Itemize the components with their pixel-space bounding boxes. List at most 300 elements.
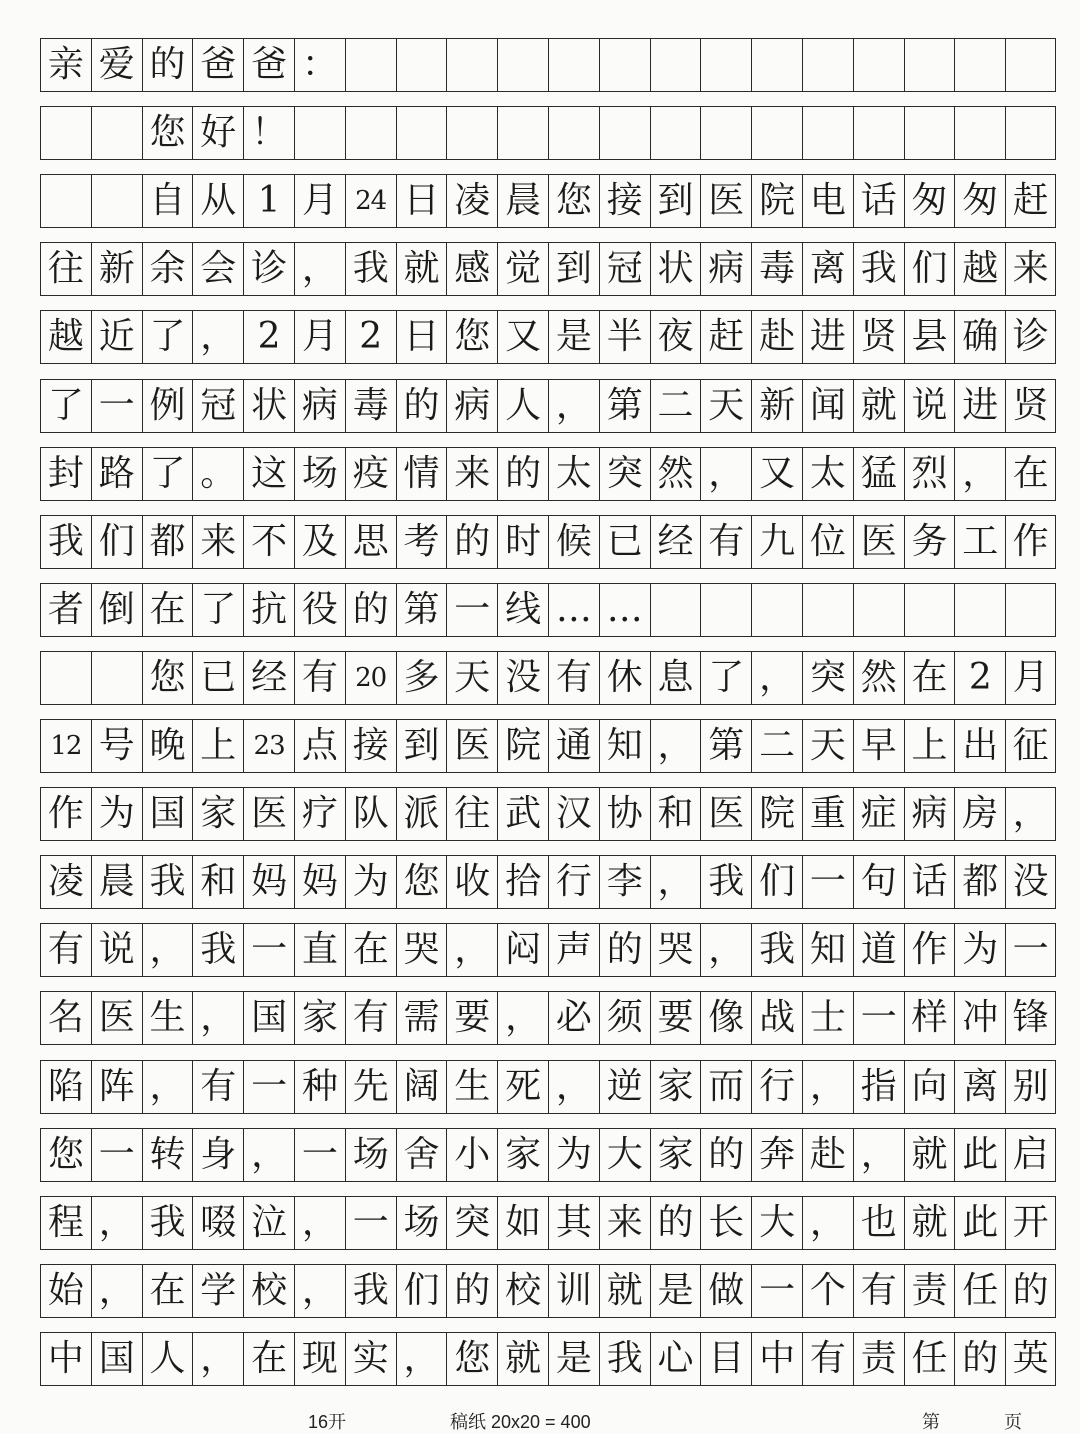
grid-cell: 经 (650, 515, 701, 569)
grid-cell: 您 (446, 310, 497, 364)
grid-cell: 我 (345, 1264, 396, 1318)
grid-row (40, 379, 1056, 433)
grid-cell: ， (1005, 787, 1056, 841)
grid-cell (40, 651, 91, 705)
grid-cell (954, 583, 1005, 637)
grid-cell: 此 (954, 1128, 1005, 1182)
grid-cell: 院 (751, 787, 802, 841)
grid-cell: 疫 (345, 447, 396, 501)
grid-cell (1005, 106, 1056, 160)
grid-cell (802, 583, 853, 637)
grid-cell: 知 (599, 719, 650, 773)
grid-cell: 征 (1005, 719, 1056, 773)
grid-cell: 有 (40, 923, 91, 977)
grid-cell: 匆 (954, 174, 1005, 228)
grid-cell: 县 (904, 310, 955, 364)
grid-cell (954, 38, 1005, 92)
grid-cell: 进 (802, 310, 853, 364)
grid-cell: ， (192, 1332, 243, 1386)
grid-cell: 号 (91, 719, 142, 773)
grid-cell: ， (548, 379, 599, 433)
grid-cell: 大 (751, 1196, 802, 1250)
grid-cell: 接 (599, 174, 650, 228)
grid-cell: 人 (497, 379, 548, 433)
grid-cell: 一 (243, 1060, 294, 1114)
grid-cell: 赴 (802, 1128, 853, 1182)
grid-cell: 需 (396, 991, 447, 1045)
grid-cell (904, 106, 955, 160)
grid-cell: 李 (599, 855, 650, 909)
grid-cell: 23 (243, 719, 294, 773)
grid-cell: ！ (243, 106, 294, 160)
grid-cell: 状 (243, 379, 294, 433)
grid-cell: ， (396, 1332, 447, 1386)
grid-cell: 的 (650, 1196, 701, 1250)
grid-cell: 重 (802, 787, 853, 841)
grid-cell: ， (650, 719, 701, 773)
grid-cell: 道 (853, 923, 904, 977)
grid-cell (650, 583, 701, 637)
grid-cell (802, 38, 853, 92)
grid-cell: 有 (853, 1264, 904, 1318)
grid-cell: 的 (599, 923, 650, 977)
grid-cell: 妈 (243, 855, 294, 909)
grid-cell: 没 (1005, 855, 1056, 909)
grid-row (40, 38, 1056, 92)
grid-cell (497, 106, 548, 160)
grid-cell: 家 (650, 1060, 701, 1114)
grid-cell: 突 (599, 447, 650, 501)
grid-cell: 闻 (802, 379, 853, 433)
grid-cell: ， (954, 447, 1005, 501)
grid-cell: 会 (192, 242, 243, 296)
grid-cell: 了 (142, 310, 193, 364)
grid-cell: 启 (1005, 1128, 1056, 1182)
grid-cell: ， (294, 1196, 345, 1250)
grid-cell: 凌 (446, 174, 497, 228)
grid-cell: 种 (294, 1060, 345, 1114)
grid-cell: 的 (446, 1264, 497, 1318)
grid-cell: 离 (954, 1060, 1005, 1114)
grid-cell: 开 (1005, 1196, 1056, 1250)
grid-cell (751, 583, 802, 637)
grid-cell: 日 (396, 310, 447, 364)
grid-cell (40, 174, 91, 228)
grid-cell: 月 (294, 310, 345, 364)
grid-row (40, 447, 1056, 501)
page-suffix-label: 页 (1004, 1412, 1022, 1432)
grid-cell (91, 651, 142, 705)
grid-cell (345, 38, 396, 92)
grid-cell: 有 (802, 1332, 853, 1386)
grid-cell: 新 (91, 242, 142, 296)
grid-cell: 第 (599, 379, 650, 433)
grid-cell: 身 (192, 1128, 243, 1182)
grid-cell (396, 38, 447, 92)
grid-row (40, 991, 1056, 1045)
grid-cell: 早 (853, 719, 904, 773)
grid-cell: 晚 (142, 719, 193, 773)
grid-cell: 20 (345, 651, 396, 705)
grid-cell: 武 (497, 787, 548, 841)
grid-cell: 我 (192, 923, 243, 977)
grid-cell: 您 (446, 1332, 497, 1386)
grid-cell: 半 (599, 310, 650, 364)
grid-cell (751, 106, 802, 160)
grid-cell: 死 (497, 1060, 548, 1114)
grid-cell: 国 (243, 991, 294, 1045)
grid-cell: 12 (40, 719, 91, 773)
grid-cell: 话 (904, 855, 955, 909)
grid-cell: 医 (700, 174, 751, 228)
grid-cell: 凌 (40, 855, 91, 909)
grid-cell: 战 (751, 991, 802, 1045)
grid-cell: 校 (243, 1264, 294, 1318)
grid-cell: 上 (904, 719, 955, 773)
grid-cell: 生 (446, 1060, 497, 1114)
grid-cell: 突 (802, 651, 853, 705)
grid-cell: 电 (802, 174, 853, 228)
grid-cell: 心 (650, 1332, 701, 1386)
grid-row (40, 242, 1056, 296)
grid-cell: 和 (650, 787, 701, 841)
grid-cell (650, 38, 701, 92)
grid-cell: 家 (294, 991, 345, 1045)
grid-cell: 一 (91, 1128, 142, 1182)
grid-cell: 月 (294, 174, 345, 228)
grid-cell: 我 (345, 242, 396, 296)
grid-cell: ， (91, 1264, 142, 1318)
grid-cell: ， (294, 1264, 345, 1318)
grid-cell: 病 (446, 379, 497, 433)
grid-cell: 确 (954, 310, 1005, 364)
grid-cell: 经 (243, 651, 294, 705)
grid-cell: 第 (700, 719, 751, 773)
grid-cell: 舍 (396, 1128, 447, 1182)
grid-cell: 行 (548, 855, 599, 909)
grid-cell: 妈 (294, 855, 345, 909)
grid-cell: 多 (396, 651, 447, 705)
grid-cell: 训 (548, 1264, 599, 1318)
grid-cell: 诊 (1005, 310, 1056, 364)
grid-cell: 我 (853, 242, 904, 296)
grid-cell: 家 (650, 1128, 701, 1182)
grid-cell: 必 (548, 991, 599, 1045)
grid-cell: 。 (192, 447, 243, 501)
grid-cell: 好 (192, 106, 243, 160)
grid-cell: 自 (142, 174, 193, 228)
grid-cell: 有 (294, 651, 345, 705)
grid-cell: 一 (91, 379, 142, 433)
grid-cell: 指 (853, 1060, 904, 1114)
grid-cell: 工 (954, 515, 1005, 569)
grid-cell: ， (802, 1196, 853, 1250)
grid-cell: 收 (446, 855, 497, 909)
grid-cell: ， (192, 991, 243, 1045)
grid-cell: 没 (497, 651, 548, 705)
grid-cell: 第 (396, 583, 447, 637)
grid-cell: ， (853, 1128, 904, 1182)
grid-cell (954, 106, 1005, 160)
grid-cell: 汉 (548, 787, 599, 841)
grid-cell: 场 (345, 1128, 396, 1182)
grid-cell: 人 (142, 1332, 193, 1386)
grid-row (40, 787, 1056, 841)
grid-cell: 作 (1005, 515, 1056, 569)
grid-cell: 在 (142, 1264, 193, 1318)
grid-cell: 倒 (91, 583, 142, 637)
grid-cell: 始 (40, 1264, 91, 1318)
grid-cell: 到 (650, 174, 701, 228)
grid-cell (91, 106, 142, 160)
grid-cell: 毒 (345, 379, 396, 433)
paper-size-label: 16开 (308, 1412, 347, 1432)
grid-cell: 场 (396, 1196, 447, 1250)
grid-cell: 然 (853, 651, 904, 705)
grid-cell: 夜 (650, 310, 701, 364)
grid-cell: 要 (650, 991, 701, 1045)
grid-cell (446, 106, 497, 160)
grid-cell: 进 (954, 379, 1005, 433)
grid-cell: 又 (751, 447, 802, 501)
grid-cell: 月 (1005, 651, 1056, 705)
grid-row (40, 651, 1056, 705)
grid-cell: 往 (446, 787, 497, 841)
grid-cell: 您 (40, 1128, 91, 1182)
grid-row (40, 1128, 1056, 1182)
grid-cell: 我 (142, 1196, 193, 1250)
grid-cell: 新 (751, 379, 802, 433)
grid-cell: 个 (802, 1264, 853, 1318)
grid-cell: 不 (243, 515, 294, 569)
grid-cell: 来 (599, 1196, 650, 1250)
grid-cell (40, 106, 91, 160)
grid-cell: … (599, 583, 650, 637)
grid-cell: 役 (294, 583, 345, 637)
grid-cell: 贤 (1005, 379, 1056, 433)
grid-cell: 长 (700, 1196, 751, 1250)
grid-cell: 日 (396, 174, 447, 228)
grid-cell: 二 (650, 379, 701, 433)
grid-cell: ， (548, 1060, 599, 1114)
grid-cell: 说 (904, 379, 955, 433)
grid-cell: 声 (548, 923, 599, 977)
grid-cell: 为 (345, 855, 396, 909)
grid-cell: 我 (700, 855, 751, 909)
grid-cell: 就 (853, 379, 904, 433)
grid-cell: 诊 (243, 242, 294, 296)
grid-cell: 泣 (243, 1196, 294, 1250)
grid-cell: 闷 (497, 923, 548, 977)
grid-cell: 贤 (853, 310, 904, 364)
grid-cell: 这 (243, 447, 294, 501)
paper-spec-label: 稿纸 20x20 = 400 (450, 1412, 591, 1432)
grid-cell: 先 (345, 1060, 396, 1114)
grid-cell: 从 (192, 174, 243, 228)
grid-cell: 协 (599, 787, 650, 841)
grid-cell (853, 38, 904, 92)
grid-cell: 了 (40, 379, 91, 433)
grid-cell: ， (243, 1128, 294, 1182)
grid-cell: 到 (396, 719, 447, 773)
grid-cell: 们 (396, 1264, 447, 1318)
grid-cell: 而 (700, 1060, 751, 1114)
grid-cell: 在 (345, 923, 396, 977)
grid-cell: 您 (142, 651, 193, 705)
grid-cell: 一 (446, 583, 497, 637)
grid-cell: 在 (142, 583, 193, 637)
grid-cell: 实 (345, 1332, 396, 1386)
grid-cell: 是 (548, 1332, 599, 1386)
grid-row (40, 515, 1056, 569)
grid-cell: 医 (853, 515, 904, 569)
grid-cell (1005, 583, 1056, 637)
grid-cell: 症 (853, 787, 904, 841)
grid-cell (650, 106, 701, 160)
grid-cell: 的 (446, 515, 497, 569)
grid-cell: 有 (700, 515, 751, 569)
grid-cell: … (548, 583, 599, 637)
grid-cell: 锋 (1005, 991, 1056, 1045)
grid-cell: 程 (40, 1196, 91, 1250)
grid-cell (853, 106, 904, 160)
grid-cell: ， (446, 923, 497, 977)
grid-cell: 有 (345, 991, 396, 1045)
grid-cell: 已 (192, 651, 243, 705)
grid-row (40, 1196, 1056, 1250)
grid-cell: 来 (192, 515, 243, 569)
grid-cell: 越 (954, 242, 1005, 296)
grid-cell: 有 (192, 1060, 243, 1114)
grid-cell: 要 (446, 991, 497, 1045)
grid-cell: 也 (853, 1196, 904, 1250)
grid-cell (548, 106, 599, 160)
grid-cell: 此 (954, 1196, 1005, 1250)
grid-cell (446, 38, 497, 92)
grid-cell: 了 (700, 651, 751, 705)
grid-cell: 病 (700, 242, 751, 296)
grid-cell: 大 (599, 1128, 650, 1182)
grid-row (40, 719, 1056, 773)
grid-cell: 校 (497, 1264, 548, 1318)
grid-cell: 一 (751, 1264, 802, 1318)
grid-cell: 九 (751, 515, 802, 569)
grid-cell: 医 (243, 787, 294, 841)
grid-cell: 已 (599, 515, 650, 569)
grid-cell (700, 38, 751, 92)
grid-cell: 为 (548, 1128, 599, 1182)
grid-cell: ， (294, 242, 345, 296)
grid-cell: ， (91, 1196, 142, 1250)
grid-cell: 来 (446, 447, 497, 501)
grid-cell: 晨 (91, 855, 142, 909)
grid-cell: 现 (294, 1332, 345, 1386)
grid-cell: 为 (91, 787, 142, 841)
grid-cell: 目 (700, 1332, 751, 1386)
grid-cell: 的 (345, 583, 396, 637)
grid-cell (396, 106, 447, 160)
grid-cell: 转 (142, 1128, 193, 1182)
grid-cell: 生 (142, 991, 193, 1045)
grid-cell: 24 (345, 174, 396, 228)
grid-cell (599, 38, 650, 92)
grid-cell: 您 (548, 174, 599, 228)
grid-cell: 都 (142, 515, 193, 569)
grid-cell (700, 583, 751, 637)
grid-cell: 须 (599, 991, 650, 1045)
grid-cell: 又 (497, 310, 548, 364)
grid-cell: 越 (40, 310, 91, 364)
grid-cell: 医 (446, 719, 497, 773)
grid-cell: 家 (192, 787, 243, 841)
grid-cell: ： (294, 38, 345, 92)
grid-cell: 一 (853, 991, 904, 1045)
grid-cell: 就 (904, 1196, 955, 1250)
grid-cell: 2 (345, 310, 396, 364)
grid-cell: 做 (700, 1264, 751, 1318)
grid-cell: ， (650, 855, 701, 909)
grid-cell: 2 (954, 651, 1005, 705)
grid-cell (345, 106, 396, 160)
grid-cell: 话 (853, 174, 904, 228)
grid-cell: 为 (954, 923, 1005, 977)
grid-cell: 就 (599, 1264, 650, 1318)
grid-cell: 一 (1005, 923, 1056, 977)
grid-row (40, 583, 1056, 637)
grid-cell: 医 (700, 787, 751, 841)
grid-cell: 赶 (700, 310, 751, 364)
grid-cell: 时 (497, 515, 548, 569)
grid-cell: 国 (91, 1332, 142, 1386)
grid-row (40, 310, 1056, 364)
grid-cell: 病 (294, 379, 345, 433)
grid-cell: 作 (904, 923, 955, 977)
grid-row (40, 1332, 1056, 1386)
grid-cell (91, 174, 142, 228)
grid-cell: 路 (91, 447, 142, 501)
grid-cell: 像 (700, 991, 751, 1045)
grid-cell: 陷 (40, 1060, 91, 1114)
grid-cell: 太 (802, 447, 853, 501)
grid-cell: 觉 (497, 242, 548, 296)
grid-cell: 我 (599, 1332, 650, 1386)
grid-cell (751, 38, 802, 92)
grid-cell: 突 (446, 1196, 497, 1250)
grid-cell: 哭 (650, 923, 701, 977)
grid-cell (700, 106, 751, 160)
grid-cell: 是 (548, 310, 599, 364)
grid-cell: 拾 (497, 855, 548, 909)
grid-cell: 天 (700, 379, 751, 433)
grid-cell (548, 38, 599, 92)
grid-cell: 冠 (599, 242, 650, 296)
grid-cell: 近 (91, 310, 142, 364)
grid-cell (599, 106, 650, 160)
grid-cell: 是 (650, 1264, 701, 1318)
grid-cell: 赶 (1005, 174, 1056, 228)
grid-cell: 例 (142, 379, 193, 433)
grid-cell: 责 (904, 1264, 955, 1318)
grid-cell (294, 106, 345, 160)
grid-cell: 逆 (599, 1060, 650, 1114)
grid-cell: 一 (802, 855, 853, 909)
grid-cell: 亲 (40, 38, 91, 92)
grid-row (40, 923, 1056, 977)
grid-cell (853, 583, 904, 637)
grid-cell: 上 (192, 719, 243, 773)
grid-cell: 天 (802, 719, 853, 773)
grid-cell: 1 (243, 174, 294, 228)
